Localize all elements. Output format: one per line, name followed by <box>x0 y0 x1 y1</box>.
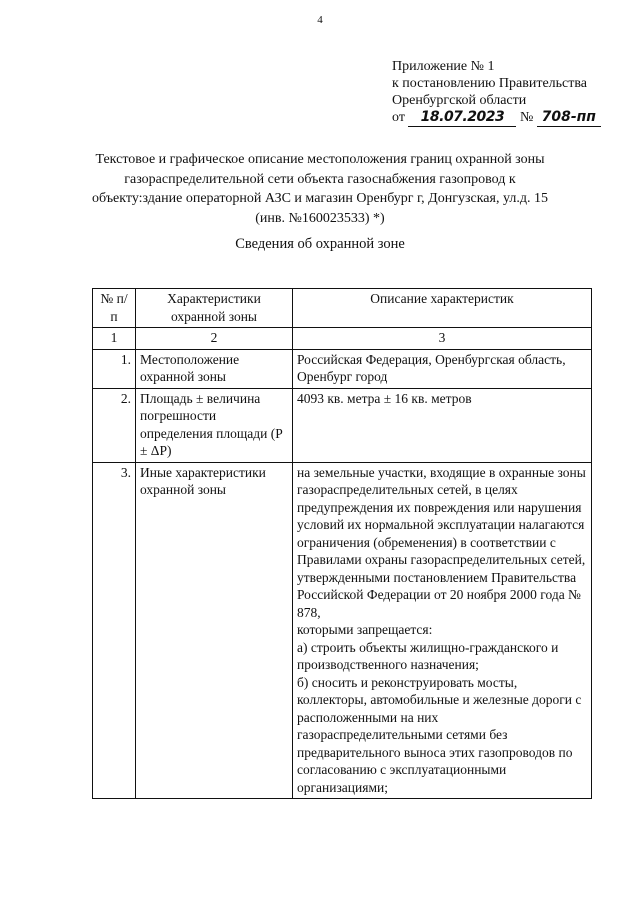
number-label: № <box>519 110 534 125</box>
table-row <box>93 349 592 388</box>
description-paragraph: которыми запрещается: <box>297 622 433 637</box>
column-number-row <box>93 328 592 350</box>
table-row <box>93 388 592 462</box>
handwritten-date: 18.07.2023 <box>408 109 516 127</box>
table-header-row <box>93 289 592 328</box>
row-description: Российская Федерация, Оренбургская область, Оренбург город <box>293 349 592 388</box>
handwritten-number: 708-пп <box>537 109 601 127</box>
description-paragraph: на земельные участки, входящие в охранные зоны газораспределительных сетей, в целях предупреждения их повреждения или нарушения условий их нормальной эксплуатации налагаются ограничения (обременения) в соответствии с Правилами охраны газораспределительных сетей, утвержденными постановлением Правительства Российской Федерации от 20 ноября 2000 года № 878, <box>297 464 586 620</box>
page-number: 4 <box>317 14 323 26</box>
protection-zone-table <box>92 288 592 799</box>
column-number-3: 3 <box>293 328 592 350</box>
description-paragraph: б) сносить и реконструировать мосты, коллекторы, автомобильные и железные дороги с расположенными на них газораспределительными сетями без предварительного выноса этих газопроводов по согласованию с эксплуатационными организациями; <box>297 674 582 795</box>
appendix-region: Оренбургской области <box>392 93 527 108</box>
appendix-title: Приложение № 1 <box>392 59 495 74</box>
row-characteristic: Иные характеристики охранной зоны <box>136 462 293 799</box>
column-number-1: 1 <box>93 328 136 350</box>
appendix-block <box>392 58 601 127</box>
description-paragraph: а) строить объекты жилищно-гражданского и производственного назначения; <box>297 639 559 672</box>
header-description: Описание характеристик <box>293 289 592 328</box>
row-description: 4093 кв. метра ± 16 кв. метров <box>293 388 592 462</box>
appendix-date-line <box>392 109 601 127</box>
row-number: 2. <box>93 388 136 462</box>
header-characteristic: Характеристики охранной зоны <box>136 289 293 328</box>
table-row <box>93 462 592 799</box>
row-number: 3. <box>93 462 136 799</box>
from-label: от <box>392 110 405 125</box>
row-number: 1. <box>93 349 136 388</box>
header-number: № п/п <box>93 289 136 328</box>
column-number-2: 2 <box>136 328 293 350</box>
section-subtitle: Сведения об охранной зоне <box>235 236 405 252</box>
appendix-resolution: к постановлению Правительства <box>392 76 588 91</box>
document-title: Текстовое и графическое описание местоположения границ охранной зоны газораспределительной сети объекта газоснабжения газопровод к объекту:здание операторной АЗС и магазин Оренбург г, Донгузская, ул.д. 15 (инв. №160023533) *) <box>92 152 548 226</box>
row-description <box>293 462 592 799</box>
row-characteristic: Площадь ± величина погрешности определения площади (P ± ΔP) <box>136 388 293 462</box>
row-characteristic: Местоположение охранной зоны <box>136 349 293 388</box>
